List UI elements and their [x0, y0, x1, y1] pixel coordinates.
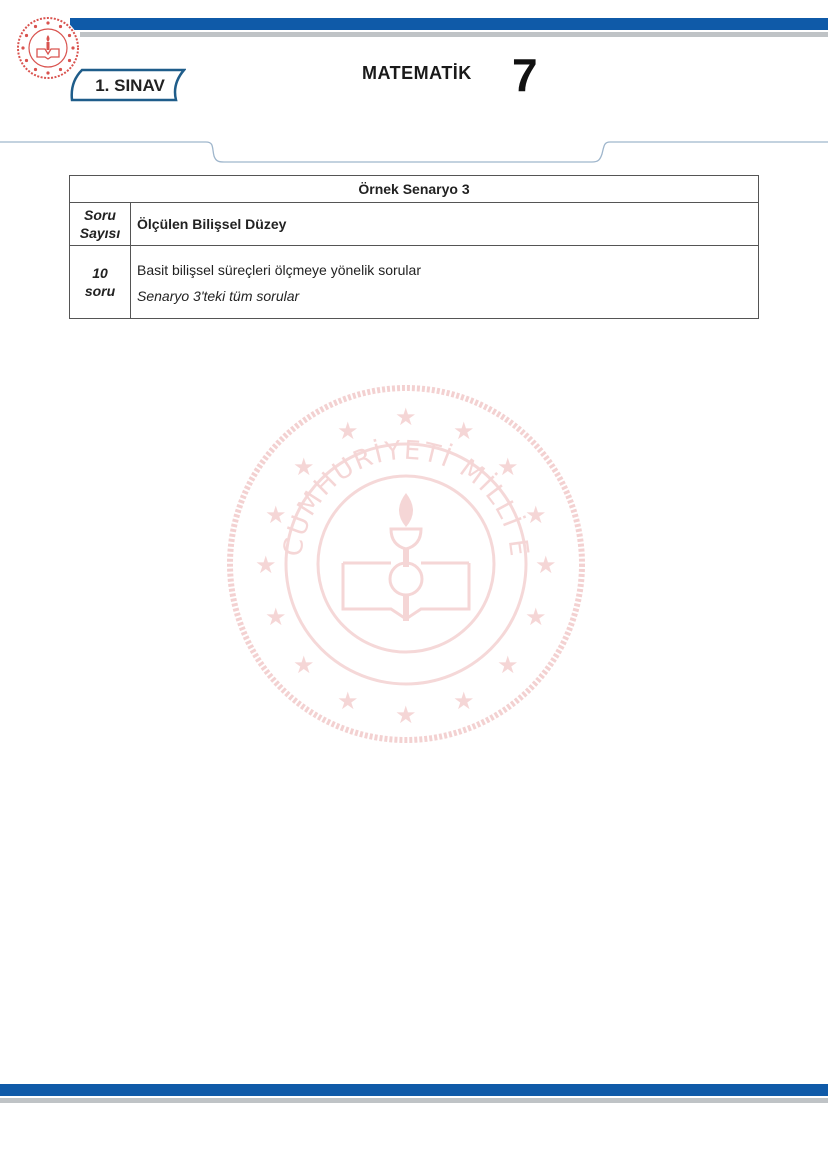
- scenario-table: [69, 175, 759, 319]
- svg-text:★: ★: [337, 417, 359, 445]
- exam-label: 1. SINAV: [95, 76, 165, 95]
- header-stripe-gray: [80, 32, 828, 37]
- grade-number: 7: [512, 49, 538, 101]
- svg-text:★: ★: [265, 501, 287, 529]
- table-title-row: [70, 176, 759, 203]
- svg-text:★: ★: [497, 453, 519, 481]
- cognitive-level-cell: [131, 246, 759, 319]
- exam-badge: [68, 68, 186, 102]
- table-title: Örnek Senaryo 3: [70, 176, 759, 203]
- svg-text:★: ★: [293, 651, 315, 679]
- svg-text:★: ★: [265, 603, 287, 631]
- cognitive-level-description: Basit bilişsel süreçleri ölçmeye yönelik sorular: [137, 262, 421, 278]
- table-row: [70, 246, 759, 319]
- subject-title: MATEMATİK: [362, 63, 472, 83]
- header-question-count-line1: Soru: [84, 207, 116, 223]
- footer-stripe-blue: [0, 1084, 828, 1096]
- svg-text:★: ★: [525, 603, 547, 631]
- header-divider: [0, 138, 828, 168]
- header-stripe-blue: [70, 18, 828, 30]
- svg-text:★: ★: [525, 501, 547, 529]
- svg-text:★: ★: [453, 417, 475, 445]
- svg-text:★: ★: [497, 651, 519, 679]
- question-count-cell: 10 soru: [70, 246, 131, 319]
- cognitive-level-note: Senaryo 3'teki tüm sorular: [137, 288, 300, 304]
- svg-text:★: ★: [255, 551, 277, 579]
- svg-text:★: ★: [453, 687, 475, 715]
- svg-text:★: ★: [395, 701, 417, 729]
- svg-text:★: ★: [293, 453, 315, 481]
- svg-text:CUMHURİYETİ MİLLİ EĞİTİM: CUMHURİYETİ MİLLİ E: [278, 435, 535, 560]
- header-question-count: [70, 203, 131, 246]
- meb-seal-watermark-icon: [225, 383, 587, 745]
- footer-stripe-gray: [0, 1098, 828, 1103]
- svg-text:★: ★: [395, 403, 417, 431]
- svg-text:★: ★: [535, 551, 557, 579]
- svg-text:★: ★: [337, 687, 359, 715]
- header-question-count-line2: Sayısı: [79, 225, 121, 241]
- header-cognitive-level: Ölçülen Bilişsel Düzey: [131, 203, 759, 246]
- table-header-row: [70, 203, 759, 246]
